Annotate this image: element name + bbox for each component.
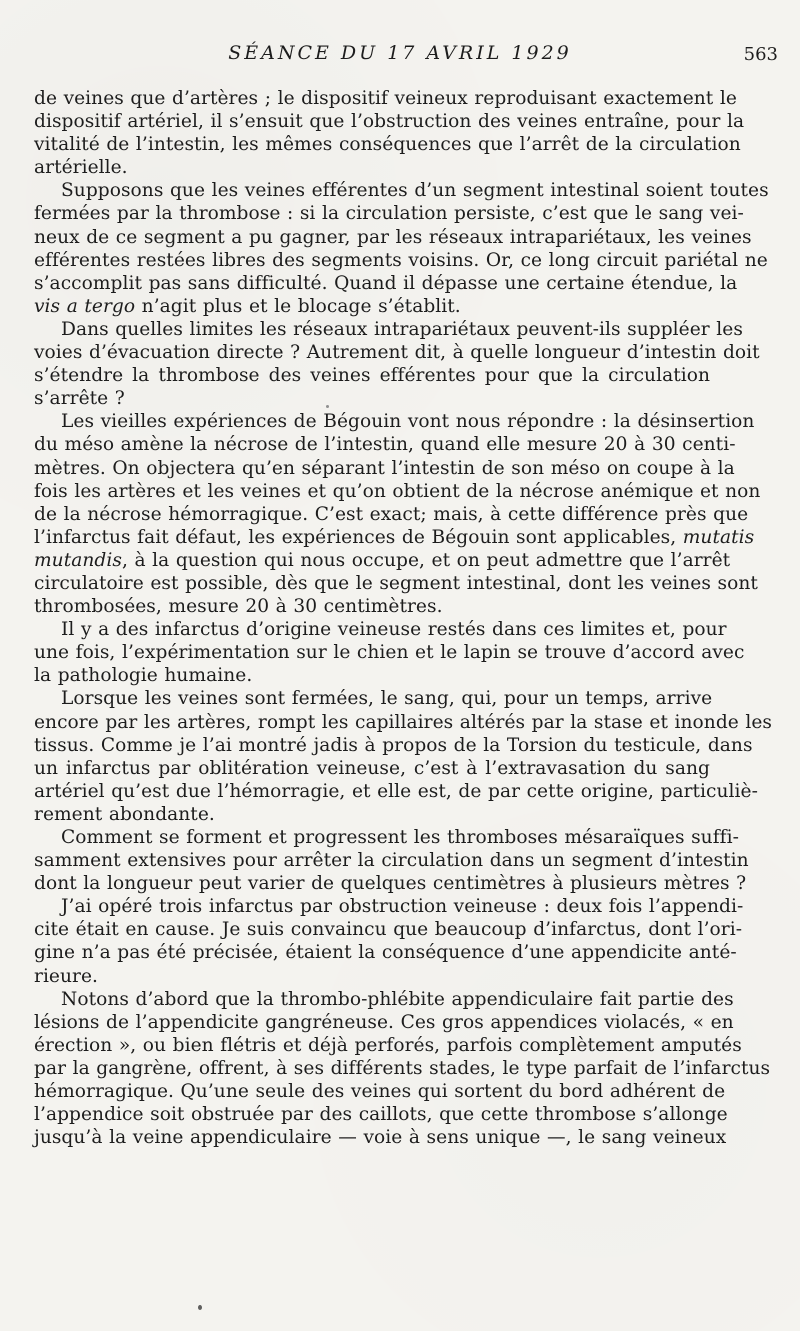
text-segment: circulatoire est possible, dès que le segment intestinal, dont les veines sont	[34, 572, 758, 594]
text-line	[34, 87, 737, 110]
text-line	[34, 480, 761, 503]
text-line	[34, 988, 734, 1011]
paper-speck	[198, 1305, 202, 1310]
text-line	[34, 965, 710, 988]
text-line	[34, 110, 745, 133]
text-line	[34, 711, 773, 734]
text-segment: hémorragique. Qu’une seule des veines qui sortent du bord adhérent de	[34, 1081, 726, 1103]
text-line	[34, 734, 753, 757]
text-segment: , à la question qui nous occupe, et on peut admettre que l’arrêt	[121, 549, 731, 571]
text-line	[34, 1034, 742, 1057]
text-line	[34, 410, 755, 433]
page-header-title: SÉANCE DU 17 AVRIL 1929	[228, 42, 572, 64]
text-segment: neux de ce segment a pu gagner, par les réseaux intrapariétaux, les veines	[34, 226, 752, 248]
italic-text-segment: mutandis	[34, 549, 122, 571]
text-line	[34, 826, 739, 849]
text-line	[34, 687, 713, 710]
text-line	[34, 433, 736, 456]
text-segment: tissus. Comme je l’ai montré jadis à propos de la Torsion du testicule, dans	[34, 734, 753, 756]
text-line	[34, 849, 749, 872]
text-line	[34, 757, 710, 780]
text-line	[34, 526, 755, 549]
text-line	[34, 941, 737, 964]
text-line	[34, 872, 747, 895]
text-segment: rement abondante.	[34, 803, 215, 825]
text-line	[34, 664, 710, 687]
text-segment: dont la longueur peut varier de quelques centimètres à plusieurs mètres ?	[34, 873, 747, 895]
text-segment: mètres. On objectera qu’en séparant l’intestin de son méso on coupe à la	[34, 457, 735, 479]
text-segment: de la nécrose hémorragique. C’est exact; mais, à cette différence près que	[34, 503, 749, 525]
text-segment: voies d’évacuation directe ? Autrement dit, à quelle longueur d’intestin doit	[34, 342, 760, 364]
text-segment: artériel qu’est due l’hémorragie, et elle est, de par cette origine, particuliè-	[34, 780, 758, 802]
text-line	[34, 549, 731, 572]
text-line	[34, 1126, 727, 1149]
text-segment: Dans quelles limites les réseaux intrapariétaux peuvent-ils suppléer les	[61, 318, 743, 340]
text-segment: samment extensives pour arrêter la circulation dans un segment d’intestin	[34, 850, 749, 872]
text-line	[34, 272, 738, 295]
text-segment: l’appendice soit obstruée par des caillots, que cette thrombose s’allonge	[34, 1104, 728, 1126]
text-line	[34, 1011, 734, 1034]
text-segment: artérielle.	[34, 157, 128, 179]
text-segment: fermées par la thrombose : si la circulation persiste, c’est que le sang vei-	[34, 203, 744, 225]
text-segment: jusqu’à la veine appendiculaire — voie à sens unique —, le sang veineux	[34, 1127, 727, 1149]
text-line	[34, 1103, 728, 1126]
text-segment: Il y a des infarctus d’origine veineuse restés dans ces limites et, pour	[61, 619, 727, 641]
text-segment: de veines que d’artères ; le dispositif veineux reproduisant exactement le	[34, 88, 737, 109]
text-line	[34, 295, 710, 318]
text-line	[34, 133, 741, 156]
text-segment: Notons d’abord que la thrombo-phlébite appendiculaire fait partie des	[61, 988, 734, 1010]
text-line	[34, 387, 710, 410]
text-segment: Supposons que les veines efférentes d’un segment intestinal soient toutes	[61, 180, 769, 202]
text-line	[34, 341, 760, 364]
text-segment: un infarctus par oblitération veineuse, c’est à l’extravasation du sang	[34, 757, 710, 779]
text-segment: lésions de l’appendicite gangréneuse. Ces gros appendices violacés, « en	[34, 1011, 734, 1033]
paper-speck	[326, 405, 329, 408]
text-segment: n’agit plus et le blocage s’établit.	[135, 295, 461, 317]
page-number: 563	[743, 44, 778, 65]
text-line	[34, 918, 743, 941]
text-segment: Lorsque les veines sont fermées, le sang, qui, pour un temps, arrive	[61, 688, 713, 710]
text-line	[34, 1080, 726, 1103]
text-line	[34, 457, 735, 480]
text-segment: J’ai opéré trois infarctus par obstruction veineuse : deux fois l’appendi-	[61, 896, 744, 918]
text-segment: une fois, l’expérimentation sur le chien et le lapin se trouve d’accord avec	[34, 642, 745, 664]
text-line	[34, 780, 758, 803]
text-segment: la pathologie humaine.	[34, 665, 253, 687]
text-line	[34, 364, 710, 387]
text-segment: cite était en cause. Je suis convaincu que beaucoup d’infarctus, dont l’ori-	[34, 919, 743, 941]
text-line	[34, 202, 744, 225]
body-text	[34, 87, 773, 1149]
text-line	[34, 226, 752, 249]
italic-text-segment: vis a tergo	[34, 295, 136, 317]
italic-text-segment: mutatis	[682, 526, 755, 548]
text-segment: s’étendre la thrombose des veines efférentes pour que la circulation	[34, 365, 710, 387]
text-line	[34, 249, 768, 272]
text-segment: gine n’a pas été précisée, étaient la conséquence d’une appendicite anté-	[34, 942, 737, 964]
text-segment: par la gangrène, offrent, à ses différents stades, le type parfait de l’infarctus	[34, 1057, 771, 1079]
text-line	[34, 156, 710, 179]
text-line	[34, 595, 710, 618]
text-segment: encore par les artères, rompt les capillaires altérés par la stase et inonde les	[34, 711, 773, 733]
text-line	[34, 1057, 771, 1080]
text-segment: dispositif artériel, il s’ensuit que l’obstruction des veines entraîne, pour la	[34, 111, 745, 133]
text-segment: s’arrête ?	[34, 388, 125, 410]
text-line	[34, 803, 710, 826]
text-segment: vitalité de l’intestin, les mêmes conséquences que l’arrêt de la circulation	[34, 134, 741, 156]
text-segment: efférentes restées libres des segments voisins. Or, ce long circuit pariétal ne	[34, 249, 768, 271]
text-line	[34, 318, 743, 341]
text-segment: thrombosées, mesure 20 à 30 centimètres.	[34, 596, 443, 618]
text-line	[34, 503, 749, 526]
text-segment: du méso amène la nécrose de l’intestin, quand elle mesure 20 à 30 centi-	[34, 434, 736, 456]
running-header	[0, 42, 800, 72]
text-segment: Comment se forment et progressent les thromboses mésaraïques suffi-	[61, 827, 739, 848]
text-line	[34, 895, 744, 918]
text-segment: érection », ou bien flétris et déjà perforés, parfois complètement amputés	[34, 1034, 742, 1056]
text-segment: Les vieilles expériences de Bégouin vont nous répondre : la désinsertion	[61, 411, 755, 433]
text-line	[34, 179, 769, 202]
text-segment: l’infarctus fait défaut, les expériences de Bégouin sont applicables,	[34, 526, 683, 548]
text-segment: s’accomplit pas sans difficulté. Quand il dépasse une certaine étendue, la	[34, 272, 738, 294]
text-segment: fois les artères et les veines et qu’on obtient de la nécrose anémique et non	[34, 480, 761, 502]
text-segment: rieure.	[34, 965, 98, 987]
text-line	[34, 572, 758, 595]
text-line	[34, 641, 745, 664]
text-line	[34, 618, 727, 641]
